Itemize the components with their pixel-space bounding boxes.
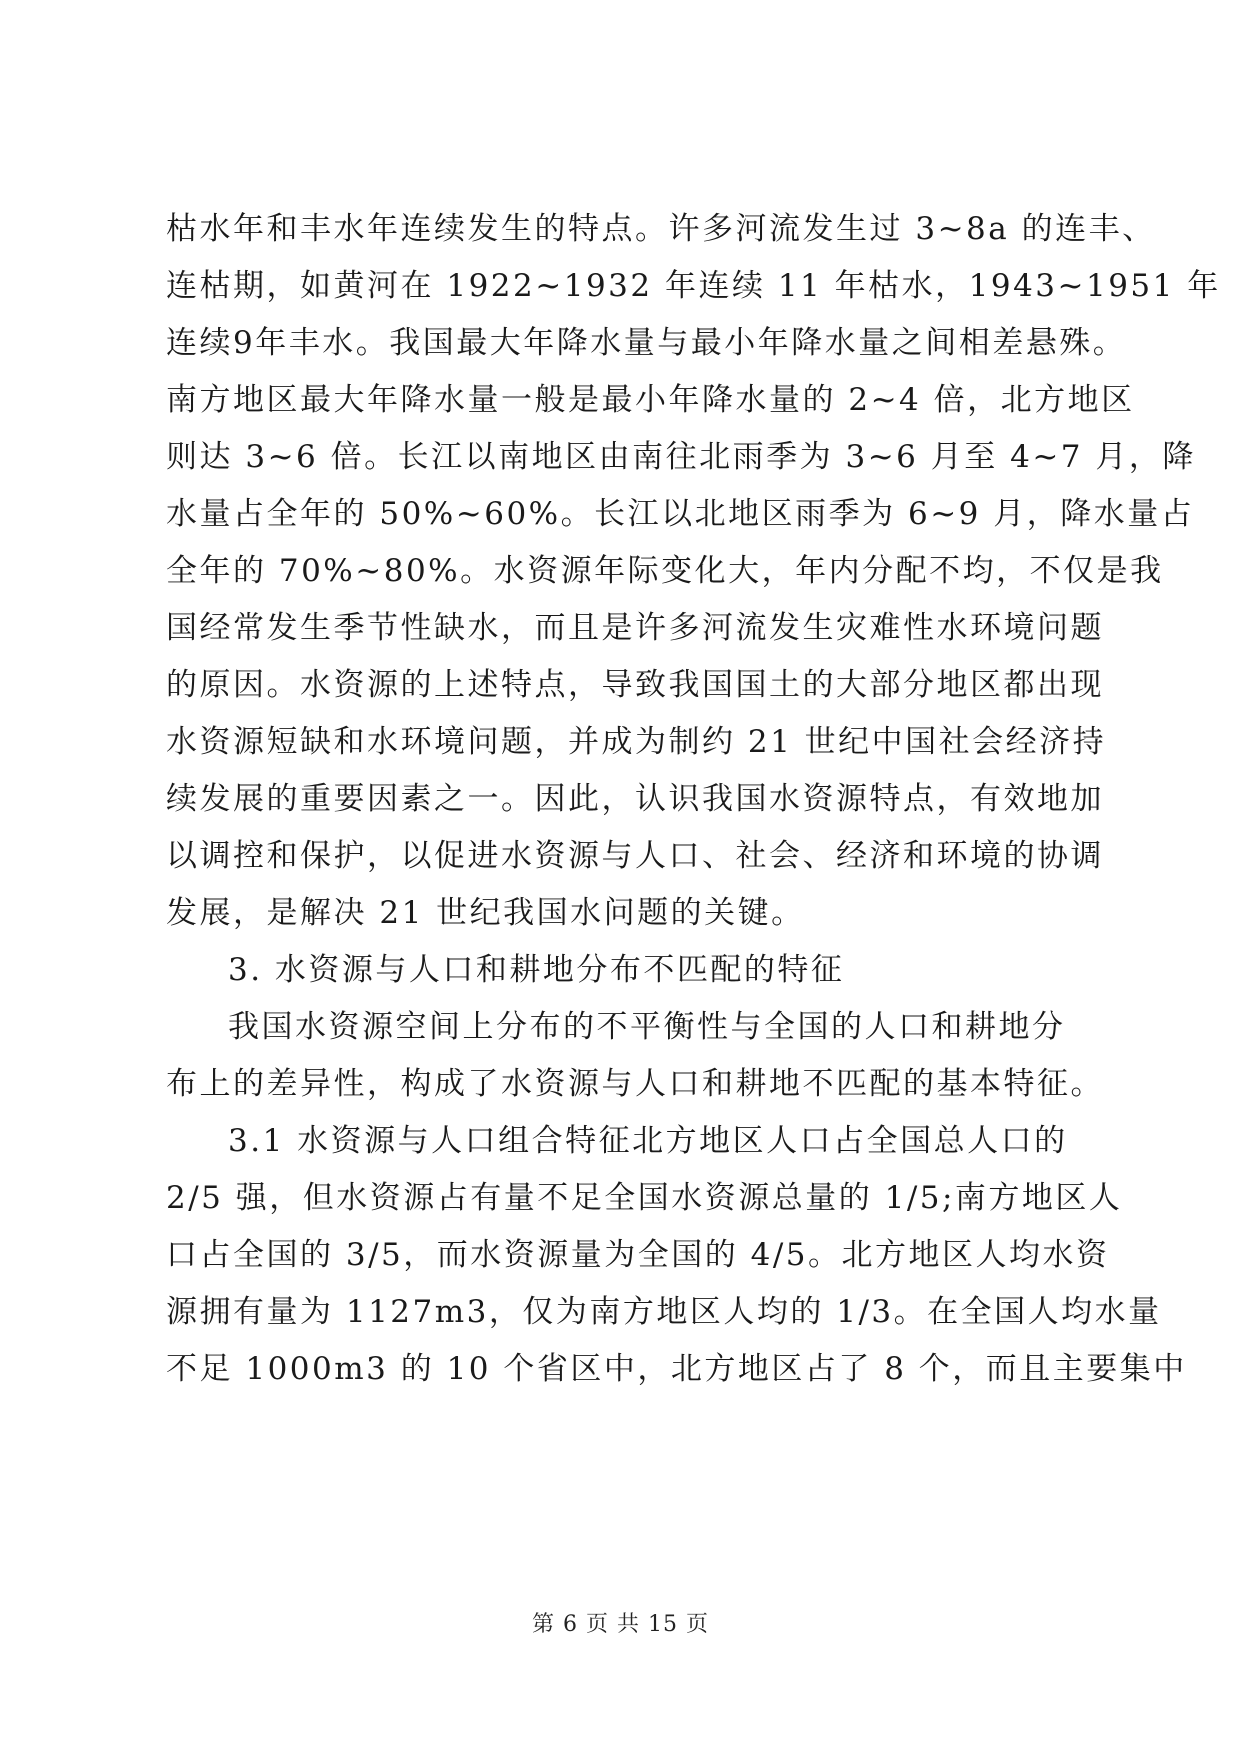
text-line: 2/5 强，但水资源占有量不足全国水资源总量的 1/5;南方地区人 [166, 1180, 1123, 1216]
text-line: 不足 1000m3 的 10 个省区中，北方地区占了 8 个，而且主要集中 [166, 1351, 1187, 1387]
text-line: 则达 3~6 倍。长江以南地区由南往北雨季为 3~6 月至 4~7 月，降 [166, 439, 1196, 475]
text-line: 续发展的重要因素之一。因此，认识我国水资源特点，有效地加 [166, 781, 1104, 817]
text-line: 连续9年丰水。我国最大年降水量与最小年降水量之间相差悬殊。 [166, 325, 1127, 361]
text-line: 连枯期，如黄河在 1922~1932 年连续 11 年枯水，1943~1951 年 [166, 268, 1221, 304]
text-line: 布上的差异性，构成了水资源与人口和耕地不匹配的基本特征。 [166, 1066, 1104, 1102]
text-line: 全年的 70%~80%。水资源年际变化大，年内分配不均，不仅是我 [166, 553, 1164, 589]
paragraph-start: 我国水资源空间上分布的不平衡性与全国的人口和耕地分 [228, 1009, 1066, 1045]
text-line: 国经常发生季节性缺水，而且是许多河流发生灾难性水环境问题 [166, 610, 1104, 646]
section-heading: 3. 水资源与人口和耕地分布不匹配的特征 [228, 952, 845, 988]
text-line: 发展，是解决 21 世纪我国水问题的关键。 [166, 895, 805, 931]
text-line: 枯水年和丰水年连续发生的特点。许多河流发生过 3~8a 的连丰、 [166, 211, 1156, 247]
text-line: 口占全国的 3/5，而水资源量为全国的 4/5。北方地区人均水资 [166, 1237, 1110, 1273]
text-line: 的原因。水资源的上述特点，导致我国国土的大部分地区都出现 [166, 667, 1104, 703]
text-line: 水资源短缺和水环境问题，并成为制约 21 世纪中国社会经济持 [166, 724, 1107, 760]
text-line: 源拥有量为 1127m3，仅为南方地区人均的 1/3。在全国人均水量 [166, 1294, 1162, 1330]
text-line: 以调控和保护，以促进水资源与人口、社会、经济和环境的协调 [166, 838, 1104, 874]
paragraph-start: 3.1 水资源与人口组合特征北方地区人口占全国总人口的 [228, 1123, 1068, 1159]
text-line: 水量占全年的 50%~60%。长江以北地区雨季为 6~9 月，降水量占 [166, 496, 1195, 532]
page-footer: 第 6 页 共 15 页 [532, 1612, 709, 1637]
text-line: 南方地区最大年降水量一般是最小年降水量的 2~4 倍，北方地区 [166, 382, 1135, 418]
